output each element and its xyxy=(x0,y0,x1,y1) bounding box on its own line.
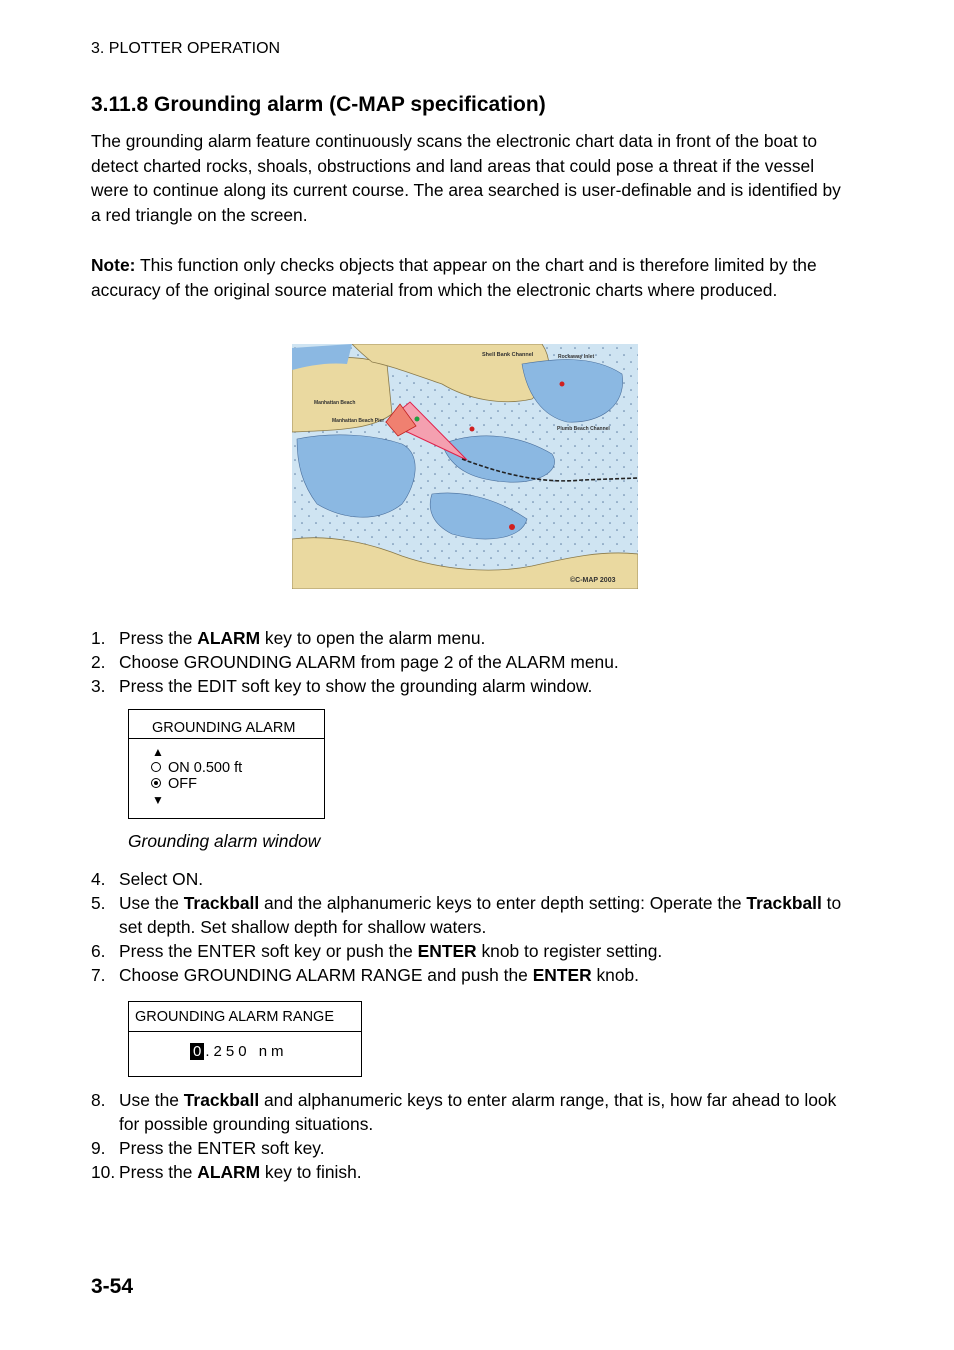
list-item: 2. Choose GROUNDING ALARM from page 2 of the ALARM menu. xyxy=(91,652,619,672)
grounding-alarm-window xyxy=(128,709,325,819)
section-title: 3.11.8 Grounding alarm (C-MAP specification) xyxy=(91,93,546,116)
running-header: 3. PLOTTER OPERATION xyxy=(91,40,281,57)
chart-label: Rockaway Inlet xyxy=(558,354,595,360)
option-off[interactable]: OFF xyxy=(151,776,197,792)
note-label: Note: xyxy=(91,255,136,275)
list-item: 7. Choose GROUNDING ALARM RANGE and push the ENTER knob. xyxy=(91,965,640,985)
chart-label: Shell Bank Channel xyxy=(482,352,534,358)
list-item: 5. Use the Trackball and the alphanumeric keys to enter depth setting: Operate the Trackball to set depth. Set shallow depth for shallow waters. xyxy=(91,893,842,937)
chart-image xyxy=(292,344,638,589)
steps-list-3 xyxy=(91,1088,851,1184)
range-value-field[interactable]: 0 .250 nm xyxy=(190,1042,288,1062)
option-on[interactable]: ON 0.500 ft xyxy=(151,760,242,776)
intro-paragraph: The grounding alarm feature continuously scans the electronic chart data in front of the boat to detect charted rocks, shoals, obstructions and land areas that could pose a threat if the vessel were to continue along its current course. The area searched is user-definable and is identified by a red triangle on the screen. xyxy=(91,131,841,225)
list-item: 6. Press the ENTER soft key or push the ENTER knob to register setting. xyxy=(91,941,663,961)
list-item: 8. Use the Trackball and alphanumeric keys to enter alarm range, that is, how far ahead to look for possible grounding situations. xyxy=(91,1090,837,1134)
note-paragraph xyxy=(91,253,851,302)
cursor-digit[interactable]: 0 xyxy=(190,1043,204,1060)
chart-label: Manhattan Beach Pier xyxy=(332,418,385,424)
window-title: GROUNDING ALARM xyxy=(129,710,324,739)
list-item: 3. Press the EDIT soft key to show the grounding alarm window. xyxy=(91,676,593,696)
list-item: 10. Press the ALARM key to finish. xyxy=(91,1162,362,1182)
list-item: 4. Select ON. xyxy=(91,869,204,889)
window-title: GROUNDING ALARM RANGE xyxy=(129,1002,361,1032)
grounding-alarm-range-window xyxy=(128,1001,362,1077)
steps-list-1 xyxy=(91,626,851,698)
figure-caption: Grounding alarm window xyxy=(128,831,321,851)
radio-unselected-icon[interactable] xyxy=(151,762,161,772)
list-item: 9. Press the ENTER soft key. xyxy=(91,1138,325,1158)
up-arrow-icon[interactable]: ▲ xyxy=(152,745,164,759)
chart-copyright: ©C-MAP 2003 xyxy=(570,577,616,584)
chart-label: Manhattan Beach xyxy=(314,400,356,406)
list-item: 1. Press the ALARM key to open the alarm menu. xyxy=(91,628,486,648)
page-number: 3-54 xyxy=(91,1275,134,1298)
chart-label: Plumb Beach Channel xyxy=(557,426,610,432)
down-arrow-icon[interactable]: ▼ xyxy=(152,793,164,807)
note-text: This function only checks objects that appear on the chart and is therefore limited by the accuracy of the original source material from which the electronic charts where produced. xyxy=(91,255,817,300)
steps-list-2 xyxy=(91,867,851,987)
radio-selected-icon[interactable] xyxy=(151,778,161,788)
